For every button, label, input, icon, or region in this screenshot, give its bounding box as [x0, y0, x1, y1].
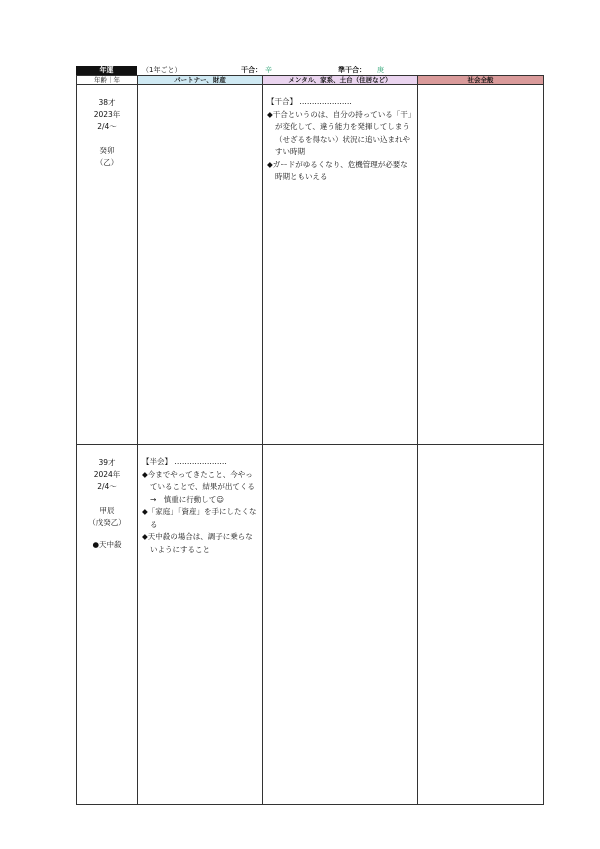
kango-label: 干合： — [241, 66, 262, 74]
date-label: 2/4～ — [97, 122, 117, 131]
fortune-table — [76, 75, 544, 805]
table-row — [77, 85, 544, 445]
table-row — [77, 445, 544, 805]
kanshi-label: 癸卯 — [99, 146, 115, 155]
period-note: （1年ごと） — [142, 66, 182, 74]
partner-bullet: ◆今までやってきたこと、今やっていることで、結果が出てくる → 慎重に行動して☺ — [142, 469, 263, 504]
column-header-age: 年齢｜年 — [77, 76, 138, 85]
sheet-header — [76, 66, 543, 75]
column-header-partner: パートナー、財産 — [138, 76, 263, 85]
column-header-row — [77, 76, 544, 85]
kanshi-sub-label: （戊癸乙） — [88, 518, 126, 527]
partner-heading: 【半会】 ………………… — [142, 457, 227, 466]
partner-bullet: ◆「家庭」「資産」を手にしたくなる — [142, 507, 257, 529]
age-label: 38才 — [98, 98, 116, 107]
column-header-society: 社会全般 — [418, 76, 544, 85]
tenchusatsu-label: ●天中殺 — [92, 540, 122, 549]
date-label: 2/4～ — [97, 482, 117, 491]
mental-bullet: ◆干合というのは、自分の持っている「干」が変化して、違う能力を発揮してしまう（せざるを得ない）状況に追い込まれやすい時期 — [267, 109, 412, 156]
society-cell — [418, 445, 544, 805]
kanshi-label: 甲辰 — [99, 506, 115, 515]
society-cell — [418, 85, 544, 445]
partner-cell — [138, 445, 263, 805]
jun-kango-label: 準干合： — [338, 66, 366, 74]
age-cell — [77, 85, 138, 445]
mental-cell — [263, 445, 418, 805]
kango-value: 辛 — [265, 66, 272, 74]
mental-bullet: ◆ガードがゆるくなり、危機管理が必要な時期ともいえる — [267, 159, 408, 181]
annual-fortune-tag: 年運 — [76, 66, 137, 75]
year-label: 2023年 — [93, 110, 121, 119]
partner-cell — [138, 85, 263, 445]
column-header-mental: メンタル、家系、土台（住居など） — [263, 76, 418, 85]
mental-heading: 【干合】 ………………… — [267, 97, 352, 106]
kanshi-sub-label: （乙） — [95, 158, 119, 167]
mental-cell — [263, 85, 418, 445]
fortune-sheet — [76, 66, 543, 805]
jun-kango-value: 庚 — [377, 66, 384, 74]
age-cell — [77, 445, 138, 805]
age-label: 39才 — [98, 458, 116, 467]
year-label: 2024年 — [93, 470, 121, 479]
partner-bullet: ◆天中殺の場合は、調子に乗らないようにすること — [142, 532, 253, 554]
